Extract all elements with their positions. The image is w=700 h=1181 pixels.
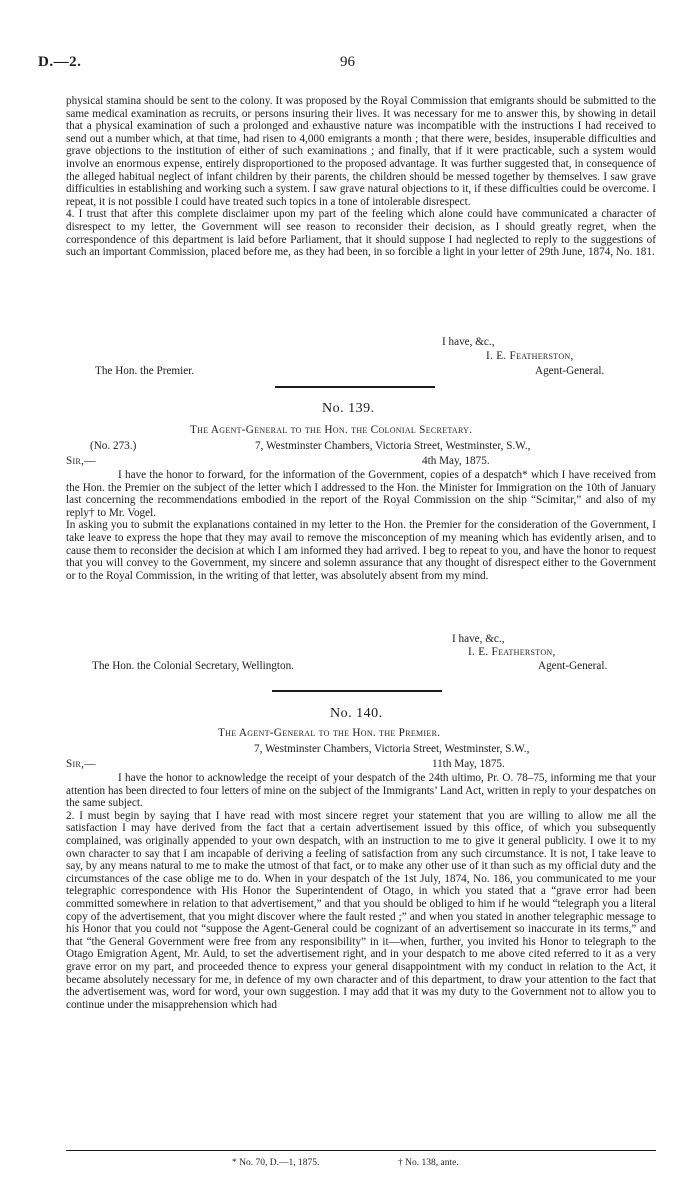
- paper-reference: D.—2.: [38, 54, 82, 70]
- footnote-a: * No. 70, D.—1, 1875.: [232, 1158, 320, 1168]
- addressee-1: The Hon. the Premier.: [95, 365, 195, 377]
- signature-title-1: Agent-General.: [535, 365, 605, 377]
- page-number: 96: [340, 54, 355, 70]
- salutation-140: Sir,—: [66, 758, 96, 770]
- continued-paragraph: physical stamina should be sent to the colony. It was proposed by the Royal Commission that emigrants should be submitted to the same medical examination as recruits, or persons insuring their lives. It was necessary for me to answer this, by showing in detail that a physical examination of such a prolonged and exhaustive nature was incompatible with the instructions I had received to send out a number which, at that time, had risen to 4,000 emigrants a month ; that there were, besides, insuperable difficulties and grave objections to the institution of either of such examinations ; and finally, that if it were practicable, such a system would involve an enormous expense, entirely disproportioned to the proposed advantage. It was further suggested that, in consequence of the alleged habitual neglect of infant children by their parents, the children should be messed together by themselves. I saw grave difficulties in establishing and working such a system. I saw grave natural objections to it, if these difficulties could be overcome. I repeat, it is not possible I could have treated such topics in a tone of intolerable disrespect. 4. I trust that after this complete disclaimer upon my part of the feeling which alone could have communicated a character of disrespect to my letter, the Government will see reason to reconsider their decision, as I should greatly regret, when the correspondence of this department is laid before Parliament, that it should suppose I had neglected to reply to the suggestions of such an important Commission, placed before me, as they had been, in so forcible a light in your letter of 29th June, 1874, No. 181.: [66, 95, 656, 259]
- signature-title-139: Agent-General.: [538, 660, 608, 672]
- paragraph-139-1: I have the honor to forward, for the information of the Government, copies of a despatch* which I have received from the Hon. the Premier on the subject of the letter which I addressed to the Hon. the Minister for Immigration on the 10th of January last concerning the recommendations embodied in the report of the Royal Commission on the ship “Scimitar,” and also of my reply† to Mr. Vogel.: [66, 469, 656, 519]
- footnote-rule: [66, 1150, 656, 1151]
- paragraph-140-2: 2. I must begin by saying that I have read with most sincere regret your statement that you are willing to allow me all the satisfaction I may have derived from the fact that a certain advertisement issued by this office, of which you subsequently complained, was originally appended to your own despatch, with an instruction to me to give it general publicity. I owe it to my own character to say that I am incapable of deriving a feeling of satisfaction from any such circumstance. It is not, I take leave to say, by any means natural to me to make the utmost of that fact, or to make any other use of it than such as my official duty and the circumstances of the case oblige me to do. When in your despatch of the 1st July, 1874, No. 186, you communicated to me your telegraphic correspondence with His Honor the Superintendent of Otago, in which you stated that a “grave error had been committed somewhere in relation to that advertisement,” and that you should be obliged to him if he would “telegraph you a literal copy of the advertisement, that you might discover where the fault rested ;” and when you stated in another telegraphic message to his Honor that you could not “suppose the Agent-General could be cognizant of an advertisement so inaccurate in its terms,” and that “the General Government were free from any responsibility” in it—when, further, you invited his Honor to telegraph to the Otago Emigration Agent, Mr. Auld, to set the advertisement right, and in your despatch to me above cited referred to it as a very grave error on my part, and proceeded thence to express your general disappointment with my conduct in relation to the Act, it became absolutely necessary for me, in defence of my own character and of this department, to draw your attention to the fact that the advertisement was, word for word, your own suggestion. I may add that it was my duty to the Government not to allow you to continue under the misapprehension which had: [66, 809, 656, 1011]
- letter-body-140: [66, 772, 656, 1147]
- addressee-139: The Hon. the Colonial Secretary, Wellington.: [92, 660, 294, 672]
- letter-body-139: [66, 469, 656, 619]
- section-rule-1: [275, 386, 435, 388]
- letter-number-140: No. 140.: [330, 706, 383, 721]
- closing-139: I have, &c.,: [452, 633, 505, 645]
- letter-heading-140: The Agent-General to the Hon. the Premier.: [218, 727, 441, 739]
- paragraph-139-2: In asking you to submit the explanations contained in my letter to the Hon. the Premier for the consideration of the Government, I take leave to express the hope that they may avail to remove the misconception of my meaning which has evidently arisen, and to cause them to reconsider the decision at which I am informed they had arrived. I beg to repeat to you, and have the honor to request that you will convey to the Government, my sincere and solemn assurance that any thought of disrespect either to the Government or to the Royal Commission, in the writing of that letter, was absolutely absent from my mind.: [66, 519, 656, 582]
- letter-number-139: No. 139.: [322, 401, 375, 416]
- letter-address-139: 7, Westminster Chambers, Victoria Street, Westminster, S.W.,: [255, 440, 531, 452]
- letter-address-140: 7, Westminster Chambers, Victoria Street, Westminster, S.W.,: [254, 743, 530, 755]
- section-rule-2: [272, 690, 442, 692]
- letter-ref-139: (No. 273.): [90, 440, 137, 452]
- signature-name-139: I. E. Featherston,: [468, 646, 556, 658]
- letter-date-140: 11th May, 1875.: [432, 758, 505, 770]
- closing-1: I have, &c.,: [442, 336, 495, 348]
- letter-heading-139: The Agent-General to the Hon. the Colonial Secretary.: [190, 424, 473, 436]
- paragraph-140-1: I have the honor to acknowledge the receipt of your despatch of the 24th ultimo, Pr. O. 78–75, informing me that your attention has been directed to four letters of mine on the subject of the Immigrants’ Land Act, written in reply to your despatches on the same subject.: [66, 772, 656, 810]
- footnote-b: † No. 138, ante.: [398, 1158, 459, 1168]
- signature-name-1: I. E. Featherston,: [486, 350, 574, 362]
- salutation-139: Sir,—: [66, 455, 96, 467]
- letter-date-139: 4th May, 1875.: [422, 455, 490, 467]
- paragraph-4: 4. I trust that after this complete disclaimer upon my part of the feeling which alone could have communicated a character of disrespect to my letter, the Government will see reason to reconsider their decision, as I should greatly regret, when the correspondence of this department is laid before Parliament, that it should suppose I had neglected to reply to the suggestions of such an important Commission, placed before me, as they had been, in so forcible a light in your letter of 29th June, 1874, No. 181.: [66, 208, 656, 259]
